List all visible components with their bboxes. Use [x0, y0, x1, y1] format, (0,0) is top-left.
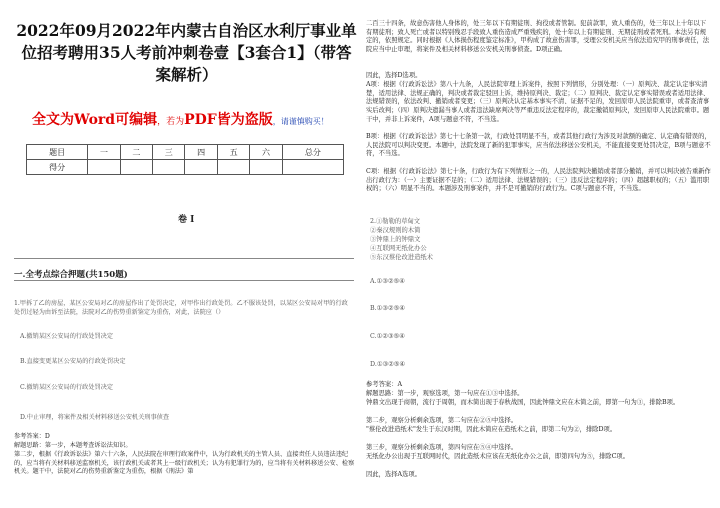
score-cell — [185, 160, 217, 175]
question-2-option-c: C.①②③⑤④ — [370, 333, 405, 340]
question-2-explanation-line: 无纸化办公出现于互联网时代，因此造纸术应该在无纸化办公之前，即第四句为⑤，排除C项。 — [366, 453, 629, 460]
question-1-explanation-line: 解题思路：第一步，本题考查诉讼法知识。 — [14, 442, 132, 449]
question-2-explanation-line: 解题思路：第一步，观察选项，第一句应在①③中选择。 — [366, 390, 524, 397]
question-2-explanation-line: 钟鼎文出现于商朝，流行于周朝，而木简出现于春秋战国，因此钟鼎文应在木简之前，即第一句为③，排除B项。 — [366, 399, 680, 406]
score-cell: 得分 — [27, 160, 88, 175]
question-1-option-c: C.撤销某区公安局的行政处罚决定 — [20, 384, 114, 391]
explanation-paragraph: A项：根据《行政诉讼法》第八十九条，人民法院审理上诉案件，按照下列情形，分别处理：（一）原判决、裁定认定事实清楚，适用法律、法规正确的，判决或者裁定驳回上诉，维持原判决、裁定；（二）原判决、裁定认定事实错误或者适用法律、法规错误的，依法改判、撤销或者变更；（三）原判决认定基本事实不清、证据不足的，发回原审人民法院重审，或者查清事实后改判；（四）原判决遗漏当事人或者违法缺席判决等严重违反法定程序的，裁定撤销原判决，发回原审人民法院重审。题干中，并非上诉案件，A项与题意不符，不当选。 — [366, 81, 710, 123]
score-cell — [153, 160, 185, 175]
banner-word-notice: 全文为Word可编辑 — [32, 112, 158, 128]
question-2-item: ⑤东汉蔡伦改进造纸术 — [370, 254, 433, 261]
score-cell — [120, 160, 152, 175]
question-1-answer-key: 参考答案：D — [14, 433, 50, 440]
score-cell — [250, 160, 282, 175]
score-cell — [282, 160, 343, 175]
question-1-option-b: B.直接变更某区公安局的行政处罚决定 — [20, 358, 126, 365]
question-2-item: ③钟鼎上的钟鼎文 — [370, 236, 421, 243]
score-cell: 题目 — [27, 145, 88, 160]
question-2-option-a: A.①③②⑤④ — [370, 278, 405, 285]
question-1-stem: 1.甲拆了乙的房屋，某区公安局对乙的房屋作出了处罚决定，对甲作出行政处罚。乙不服该处罚，以某区公安局对甲的行政处罚过轻为由诉至法院，法院对乙的伤势重新鉴定为重伤，对此，法院应（） — [14, 300, 348, 316]
divider — [14, 258, 354, 259]
copyright-banner — [32, 109, 352, 129]
volume-heading: 卷 I — [178, 215, 195, 225]
divider — [14, 280, 354, 281]
section-heading: 一.全考点综合押题(共150题) — [14, 270, 128, 280]
question-2-item: 2.①勒勒的草甸文 — [370, 218, 421, 225]
score-table — [26, 144, 344, 175]
question-1-explanation-line: 第二步，根据《行政诉讼法》第六十六条，人民法院在审理行政案件中，认为行政机关的主管人员、直接责任人员违法违纪的，应当将有关材料移送监察机关，该行政机关或者其上一级行政机关；认为有犯罪行为的，应当将有关材料移送公安、检察机关。题干中，法院对乙的伤势重新鉴定为重伤，根据《刑法》第 — [14, 451, 355, 476]
explanation-paragraph: B项：根据《行政诉讼法》第七十七条第一款，行政处罚明显不当，或者其他行政行为涉及对款额的确定、认定确有错误的，人民法院可以判决变更。本题中，法院发现了新的犯罪事实，应当依法移送公安机关，不能直接变更处罚决定，B项与题意不符，不当选。 — [366, 133, 711, 158]
score-cell: 二 — [120, 145, 152, 160]
banner-pdf-prefix: ，若为 — [157, 117, 185, 127]
question-2-answer-key: 参考答案：A — [366, 381, 403, 388]
question-2-item: ②秦汉规则的木简 — [370, 227, 421, 234]
question-1-option-d: D.中止审理，将案件及相关材料移送公安机关刑事侦查 — [20, 414, 170, 421]
score-cell: 总分 — [282, 145, 343, 160]
score-cell: 五 — [217, 145, 249, 160]
question-2-option-b: B.①③②⑤④ — [370, 305, 405, 312]
question-1-option-a: A.撤销某区公安局的行政处罚决定 — [20, 333, 114, 340]
score-table-score-row — [27, 160, 344, 175]
score-cell: 三 — [153, 145, 185, 160]
question-2-explanation-line: 第二步，观察分析剩余选项，第二句应在②⑤中选择。 — [366, 417, 518, 424]
question-2-item: ④互联网无纸化办公 — [370, 245, 427, 252]
score-cell: 四 — [185, 145, 217, 160]
banner-pdf-warning: PDF皆为盗版 — [184, 112, 273, 128]
score-cell — [217, 160, 249, 175]
question-2-explanation-line: 第三步，观察分析剩余选项，第四句应在⑤④中选择。 — [366, 444, 518, 451]
question-2-option-d: D.①③②⑤④ — [370, 361, 406, 368]
question-2-explanation-line: "蔡伦改进造纸术"发生于东汉时期，因此木简应在造纸术之前，即第二句为②，排除D项。 — [366, 426, 617, 433]
score-cell: 六 — [250, 145, 282, 160]
explanation-paragraph: C项：根据《行政诉讼法》第七十条，行政行为有下列情形之一的，人民法院判决撤销或者部分撤销，并可以判决被告重新作出行政行为：（一）主要证据不足的；（二）适用法律、法规错误的；（三）违反法定程序的；（四）超越职权的；（五）滥用职权的；（六）明显不当的。本题涉及刑事案件，并不是可撤销的行政行为。C项与题意不符，不当选。 — [366, 168, 711, 193]
document-title: 2022年09月2022年内蒙古自治区水利厅事业单位招考聘用35人考前冲刺卷壹【3套合1】（带答案解析） — [16, 21, 357, 84]
explanation-paragraph: 二百三十四条，故意伤害他人身体的，处三年以下有期徒刑、拘役或者管制。犯前款罪，致人重伤的，处三年以上十年以下有期徒刑；致人死亡或者以特别残忍手段致人重伤造成严重残疾的，处十年以上有期徒刑、无期徒刑或者死刑。本法另有规定的，依照规定。同时根据《人体损伤程度鉴定标准》，甲构成了故意伤害罪，受理公安机关应当依法追究甲的刑事责任，法院应当中止审理，将案件及相关材料移送公安机关刑事侦查。D项正确。 — [366, 20, 710, 54]
score-cell — [88, 160, 120, 175]
explanation-paragraph: 因此，选择D选项。 — [366, 72, 422, 79]
score-table-header-row — [27, 145, 344, 160]
question-2-explanation-line: 因此，选择A选项。 — [366, 471, 421, 478]
banner-contact: ，请谨慎购买！ — [272, 117, 329, 126]
score-cell: 一 — [88, 145, 120, 160]
